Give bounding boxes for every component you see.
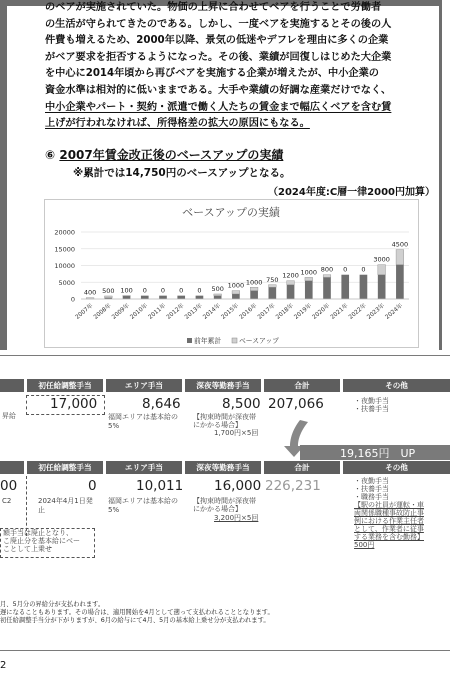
bar-prev-2016年 xyxy=(250,291,258,299)
header-shinya-2: 深夜等勤務手当 xyxy=(185,461,261,474)
row2-shinya-note3: 3,200円×5回 xyxy=(214,514,259,522)
xtick-label-2008年: 2008年 xyxy=(93,302,113,321)
chart-title: ベースアップの実績 xyxy=(182,206,280,219)
xtick-label-2019年: 2019年 xyxy=(293,302,314,321)
bar-baseup-2024年 xyxy=(396,250,404,265)
ytick-label-5000: 5000 xyxy=(58,278,75,287)
row1-area-note: 福岡エリアは基本給の5% xyxy=(108,413,178,430)
para-line-8: 上げが行われなければ、所得格差の拡大の原因にもなる。 xyxy=(45,118,310,130)
xtick-label-2015年: 2015年 xyxy=(220,302,241,321)
bar-prev-2017年 xyxy=(269,287,277,299)
xtick-label-2017年: 2017年 xyxy=(257,302,277,321)
xtick-label-2011年: 2011年 xyxy=(147,302,168,321)
row2-other-2: ・扶養手当 xyxy=(354,485,389,493)
data-label-2014年: 500 xyxy=(211,284,224,293)
row1-other-1: ・夜勤手当 xyxy=(354,397,389,405)
row1-shonin-value: 17,000 xyxy=(50,396,98,412)
xtick-label-2023年: 2023年 xyxy=(366,302,386,321)
row2-other-9: 500円 xyxy=(354,541,375,549)
ytick-label-0: 0 xyxy=(70,295,75,304)
para-line-5: を中心に2014年頃から再びベアを実施する企業が増えたが、中小企業の xyxy=(45,68,379,80)
row2-shonin-value: 0 xyxy=(88,478,97,494)
row1-left-note: 昇給 xyxy=(2,412,16,420)
data-label-2008年: 500 xyxy=(102,286,115,295)
bar-prev-2023年 xyxy=(378,275,386,299)
bar-prev-2024年 xyxy=(396,265,404,299)
row2-other-4: 【駅の社員が運転・車 xyxy=(354,501,424,509)
data-label-2023年: 3000 xyxy=(373,255,390,264)
xtick-label-2024年: 2024年 xyxy=(384,302,405,321)
bar-prev-2021年 xyxy=(341,275,349,299)
row1-total-value: 207,066 xyxy=(268,396,324,412)
bar-prev-2013年 xyxy=(196,296,204,299)
chart-svg xyxy=(45,200,418,347)
xtick-label-2009年: 2009年 xyxy=(111,302,131,321)
row2-area-value: 10,011 xyxy=(136,478,184,494)
page-number: 2 xyxy=(0,660,7,671)
bar-prev-2015年 xyxy=(232,294,240,299)
data-label-2017年: 750 xyxy=(266,275,279,284)
data-label-2015年: 1000 xyxy=(227,281,245,290)
bar-baseup-2023年 xyxy=(378,265,386,275)
row2-total-value: 226,231 xyxy=(265,478,321,494)
row1-shinya-note2: にかかる場合】 xyxy=(193,421,242,429)
data-label-2019年: 1000 xyxy=(300,268,318,277)
header-shonin-2: 初任給調整手当 xyxy=(27,461,103,474)
increase-banner xyxy=(300,445,450,460)
row2-other-7: として、作業者に従事 xyxy=(354,525,424,533)
row2-shinya-note2: にかかる場合】 xyxy=(193,505,242,513)
ytick-label-15000: 15000 xyxy=(54,245,75,254)
row2-shinya-note1: 【拘束時間が深夜帯 xyxy=(193,497,256,505)
data-label-2011年: 0 xyxy=(160,286,166,295)
header-other-2: その他 xyxy=(343,461,450,474)
xtick-label-2022年: 2022年 xyxy=(348,302,368,321)
baseup-chart xyxy=(44,199,419,348)
data-label-2024年: 4500 xyxy=(391,240,409,249)
row2-dash-note-1: 額手当は廃止となり、 xyxy=(3,529,73,537)
data-label-2021年: 0 xyxy=(343,265,348,274)
bar-baseup-2008年 xyxy=(105,296,113,298)
row2-other-5: 両関係職種事故防止事 xyxy=(354,509,424,517)
bar-prev-2011年 xyxy=(159,296,167,299)
section-heading xyxy=(45,146,283,163)
row1-other-2: ・扶養手当 xyxy=(354,405,389,413)
header-shinya-1: 深夜等勤務手当 xyxy=(185,379,261,392)
ytick-label-20000: 20000 xyxy=(54,228,75,237)
section-title: 2007年賃金改正後のベースアップの実績 xyxy=(59,148,284,162)
section-number: ⑥ xyxy=(45,148,56,162)
xtick-label-2018年: 2018年 xyxy=(275,302,295,321)
footnote-2: 遅になることもあります。その場合は、適用開始を4月として遡って支払われることとなります。 xyxy=(0,609,274,616)
row1-shinya-value: 8,500 xyxy=(222,396,261,412)
bar-baseup-2020年 xyxy=(323,275,331,278)
header-cell-left-2 xyxy=(0,461,24,474)
xtick-label-2013年: 2013年 xyxy=(184,302,204,321)
xtick-label-2021年: 2021年 xyxy=(329,302,350,321)
row2-shonin-note: 2024年4月1日発止 xyxy=(38,497,93,514)
legend-swatch-prev xyxy=(187,338,192,343)
para-line-4: がベア要求を拒否するようになった。その後、業績が回復しはじめた大企業 xyxy=(45,51,392,63)
row2-dash-note-3: ことして上乗せ xyxy=(3,545,52,553)
row2-other-6: 例における作業主任者 xyxy=(354,517,424,525)
legend-label-prev: 前年累計 xyxy=(194,337,222,345)
xtick-label-2007年: 2007年 xyxy=(74,302,95,321)
bar-prev-2018年 xyxy=(287,285,295,299)
legend-swatch-baseup xyxy=(232,338,237,343)
para-line-2: の生活が守られてきたのである。しかし、一度ベアを実施するとその後の人 xyxy=(45,18,392,30)
header-total-1: 合計 xyxy=(264,379,340,392)
bar-prev-2020年 xyxy=(323,277,331,299)
section-note: ※累計では14,750円のベースアップとなる。 xyxy=(73,167,291,179)
xtick-label-2012年: 2012年 xyxy=(165,302,186,321)
row1-area-value: 8,646 xyxy=(142,396,181,412)
bar-prev-2022年 xyxy=(360,275,368,299)
bar-prev-2012年 xyxy=(177,296,185,299)
row2-shinya-value: 16,000 xyxy=(214,478,262,494)
data-label-2020年: 800 xyxy=(320,265,334,274)
body-paragraph xyxy=(45,0,441,133)
bar-prev-2010年 xyxy=(141,296,149,299)
xtick-label-2014年: 2014年 xyxy=(202,302,222,321)
row2-other-1: ・夜勤手当 xyxy=(354,477,389,485)
data-label-2022年: 0 xyxy=(361,265,366,274)
data-label-2013年: 0 xyxy=(197,286,202,295)
row2-other-3: ・職務手当 xyxy=(354,493,389,501)
row2-area-note: 福岡エリアは基本給の5% xyxy=(108,497,178,514)
row1-shinya-note3: 1,700円×5回 xyxy=(214,429,259,437)
bar-baseup-2019年 xyxy=(305,277,313,280)
xtick-label-2016年: 2016年 xyxy=(238,302,259,321)
footnote-1: 月、5月分の昇給分が支払われます。 xyxy=(0,601,105,608)
divider-top xyxy=(0,355,450,356)
xtick-label-2020年: 2020年 xyxy=(311,302,332,321)
para-line-7: 中小企業やパート・契約・派遣で働く人たちの賃金まで幅広くベアを含む賃 xyxy=(45,101,392,113)
data-label-2016年: 1000 xyxy=(245,278,263,287)
data-label-2010年: 0 xyxy=(142,286,147,295)
bar-prev-2019年 xyxy=(305,281,313,299)
bar-baseup-2014年 xyxy=(214,294,222,296)
para-line-1: のベアが実施されていた。物価の上昇に合わせてベアを行うことで労働者 xyxy=(45,2,382,13)
row2-dash-line xyxy=(26,476,27,536)
header-shonin-1: 初任給調整手当 xyxy=(27,379,103,392)
data-label-2012年: 0 xyxy=(179,286,184,295)
bar-baseup-2017年 xyxy=(269,285,277,288)
row2-left-value: 00 xyxy=(0,478,18,494)
header-total-2: 合計 xyxy=(264,461,340,474)
increase-banner-text: 19,165円 UP xyxy=(340,447,416,460)
bar-prev-2014年 xyxy=(214,296,222,299)
section-subnote: （2024年度:C層一律2000円加算） xyxy=(268,187,436,198)
header-area-1: エリア手当 xyxy=(106,379,182,392)
row1-shinya-note1: 【拘束時間が深夜帯 xyxy=(193,413,256,421)
header-cell-left xyxy=(0,379,24,392)
bar-baseup-2015年 xyxy=(232,291,240,294)
header-other-1: その他 xyxy=(343,379,450,392)
para-line-3: 件費も増えるため、2000年以降、景気の低迷やデフレを理由に多くの企業 xyxy=(45,35,389,47)
divider-bottom xyxy=(0,650,450,651)
bar-prev-2009年 xyxy=(123,296,131,299)
header-area-2: エリア手当 xyxy=(106,461,182,474)
ytick-label-10000: 10000 xyxy=(54,262,75,270)
row2-left-note: C2 xyxy=(2,497,12,505)
xtick-label-2010年: 2010年 xyxy=(129,302,150,321)
row2-other-8: する業務を含む勤務】 xyxy=(354,533,424,541)
legend-label-baseup: ベースアップ xyxy=(239,337,279,345)
data-label-2007年: 400 xyxy=(83,288,97,297)
data-label-2018年: 1200 xyxy=(282,271,299,280)
footnote-3: 初任給調整手当分が下がりますが、6月の給与にて4月、5月の基本給上乗せ分が支払われます。 xyxy=(0,617,270,624)
para-line-6: 資金水準は相対的に低いままである。大手や業績の好調な産業だけでなく、 xyxy=(45,84,392,96)
bar-baseup-2018年 xyxy=(287,281,295,285)
row2-dash-note-2: こ廃止分を基本給にベー xyxy=(3,537,80,545)
data-label-2009年: 100 xyxy=(120,286,133,295)
bar-baseup-2016年 xyxy=(250,287,258,290)
